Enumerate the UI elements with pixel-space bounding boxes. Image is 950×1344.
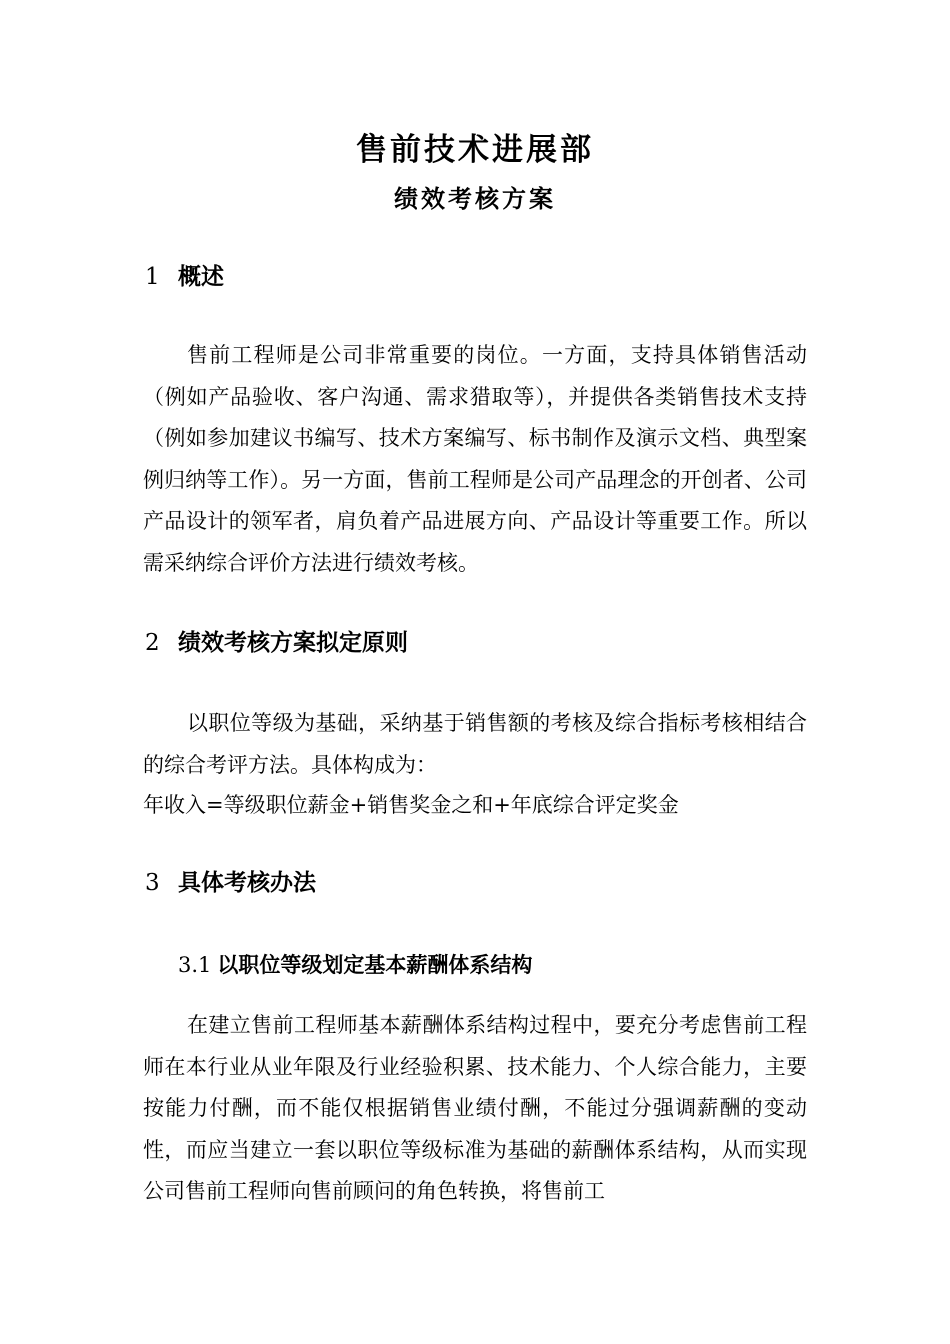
section-title: 概述 bbox=[178, 263, 224, 290]
section-heading-1 bbox=[145, 262, 224, 292]
section-1-paragraph: 售前工程师是公司非常重要的岗位。一方面，支持具体销售活动（例如产品验收、客户沟通、需求猎取等），并提供各类销售技术支持（例如参加建议书编写、技术方案编写、标书制作及演示文档、典型案例归纳等工作）。另一方面，售前工程师是公司产品理念的开创者、公司产品设计的领军者，肩负着产品进展方向、产品设计等重要工作。所以需采纳综合评价方法进行绩效考核。 bbox=[143, 343, 807, 575]
section-title: 绩效考核方案拟定原则 bbox=[178, 629, 408, 656]
subsection-3-1-paragraph: 在建立售前工程师基本薪酬体系结构过程中，要充分考虑售前工程师在本行业从业年限及行业经验积累、技术能力、个人综合能力，主要按能力付酬，而不能仅根据销售业绩付酬，不能过分强调薪酬的变动性，而应当建立一套以职位等级标准为基础的薪酬体系结构，从而实现公司售前工程师向售前顾问的角色转换，将售前工 bbox=[143, 1013, 807, 1203]
section-title: 具体考核办法 bbox=[178, 869, 316, 896]
income-formula: 年收入=等级职位薪金+销售奖金之和+年底综合评定奖金 bbox=[143, 793, 679, 817]
document-title: 售前技术进展部 bbox=[356, 132, 594, 168]
section-2-paragraph: 以职位等级为基础，采纳基于销售额的考核及综合指标考核相结合的综合考评方法。具体构成为： bbox=[143, 711, 807, 777]
section-number: 2 bbox=[145, 630, 160, 656]
document-subtitle: 绩效考核方案 bbox=[394, 184, 556, 213]
section-number: 1 bbox=[145, 264, 160, 290]
subsection-heading-3-1 bbox=[178, 951, 532, 979]
section-heading-3 bbox=[145, 868, 316, 898]
subsection-number: 3.1 bbox=[178, 953, 212, 977]
section-number: 3 bbox=[145, 870, 160, 896]
subsection-title: 以职位等级划定基本薪酬体系结构 bbox=[217, 952, 533, 977]
section-heading-2 bbox=[145, 628, 408, 658]
